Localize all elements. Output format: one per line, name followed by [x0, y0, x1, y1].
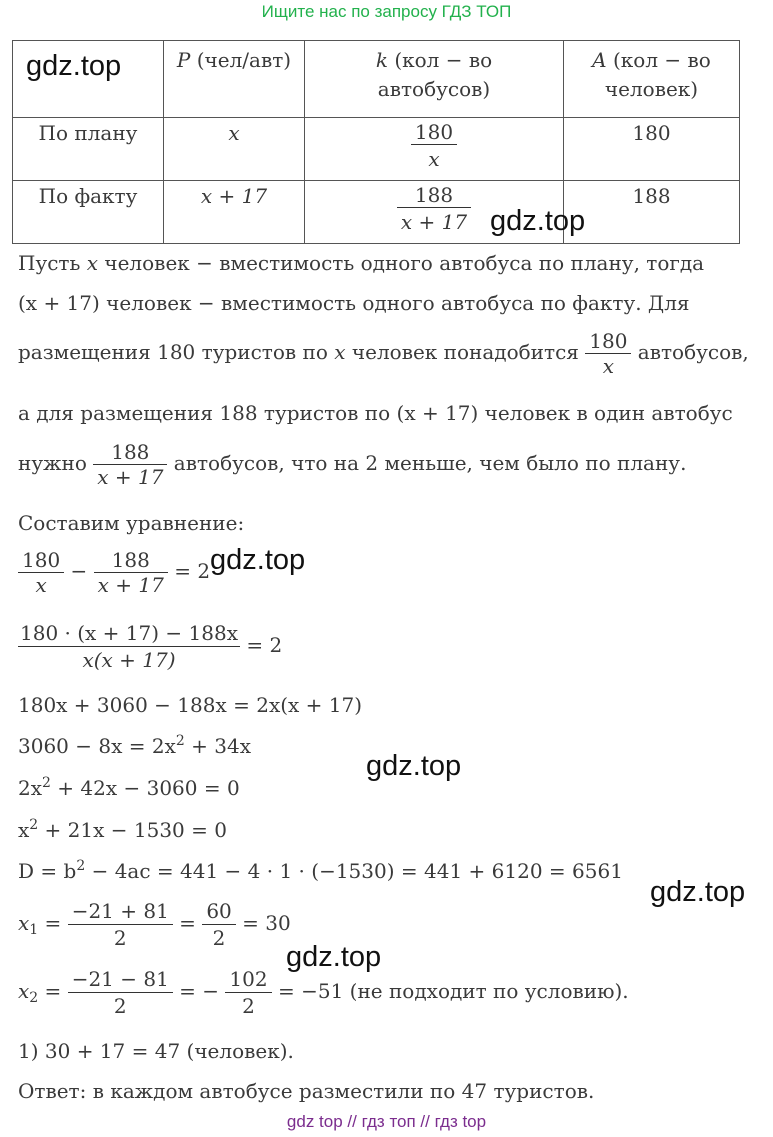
table-row	[13, 118, 740, 181]
equation-x1: $x_1$ = $\frac{-21 + 81}{2}$ = $\frac{60}{2}$ = 30	[18, 899, 291, 950]
footer-links[interactable]: gdz top // гдз топ // гдз top	[286, 1112, 487, 1131]
text-line: (x + 17) человек − вместимость одного автобуса по факту. Для	[18, 291, 690, 315]
row-k: $\frac{188}{x + 17}$	[305, 181, 564, 244]
header-a: A (кол − во человек)	[564, 41, 740, 118]
text-line: размещения 180 туристов по x человек понадобится $\frac{180}{x}$ автобусов,	[18, 329, 749, 378]
row-label: По факту	[13, 181, 164, 244]
header-k: k (кол − во автобусов)	[305, 41, 564, 118]
equation-6: $x^2 + 21x - 1530 = 0$	[18, 817, 227, 842]
row-k: $\frac{180}{x}$	[305, 118, 564, 181]
text-line: а для размещения 188 туристов по (x + 17) человек в один автобус	[18, 401, 733, 425]
table-row	[13, 181, 740, 244]
header-p: P (чел/авт)	[164, 41, 305, 118]
equation-x2: $x_2$ = $\frac{-21 - 81}{2}$ = − $\frac{102}{2}$ = −51 (не подходит по условию).	[18, 967, 629, 1018]
text-line: Пусть x человек − вместимость одного автобуса по плану, тогда	[18, 251, 705, 275]
equation-2: $\frac{180 \cdot (x + 17) - 188x}{x(x + 17)}$ = 2	[20, 621, 283, 672]
watermark: gdz.top	[490, 205, 586, 237]
equation-3: 180x + 3060 − 188x = 2x(x + 17)	[18, 693, 363, 717]
equation-5: $2x^2 + 42x - 3060 = 0$	[18, 775, 240, 800]
row-label: По плану	[13, 118, 164, 181]
text-line: Составим уравнение:	[18, 511, 245, 535]
row-p: x + 17	[164, 181, 305, 244]
table-header-row	[13, 41, 740, 118]
equation-1: $\frac{180}{x}$ − $\frac{188}{x + 17}$ = 2	[18, 548, 210, 597]
watermark: gdz.top	[210, 544, 306, 576]
text-line: нужно $\frac{188}{x + 17}$ автобусов, что на 2 меньше, чем было по плану.	[18, 440, 687, 489]
row-a: 188	[564, 181, 740, 244]
row-p: x	[164, 118, 305, 181]
watermark: gdz.top	[650, 876, 746, 908]
answer: Ответ: в каждом автобусе разместили по 47 туристов.	[18, 1079, 595, 1103]
watermark: gdz.top	[26, 50, 122, 82]
equation-7: $D = b^2 - 4ac = 441 - 4 \cdot 1 \cdot (-1530) = 441 + 6120 = 6561$	[18, 858, 623, 883]
data-table	[12, 40, 740, 244]
equation-4: $3060 - 8x = 2x^2 + 34x$	[18, 733, 251, 758]
step-1: 1) 30 + 17 = 47 (человек).	[18, 1039, 294, 1063]
watermark: gdz.top	[286, 941, 382, 973]
search-banner: Ищите нас по запросу ГДЗ ТОП	[261, 2, 512, 21]
watermark: gdz.top	[366, 750, 462, 782]
row-a: 180	[564, 118, 740, 181]
